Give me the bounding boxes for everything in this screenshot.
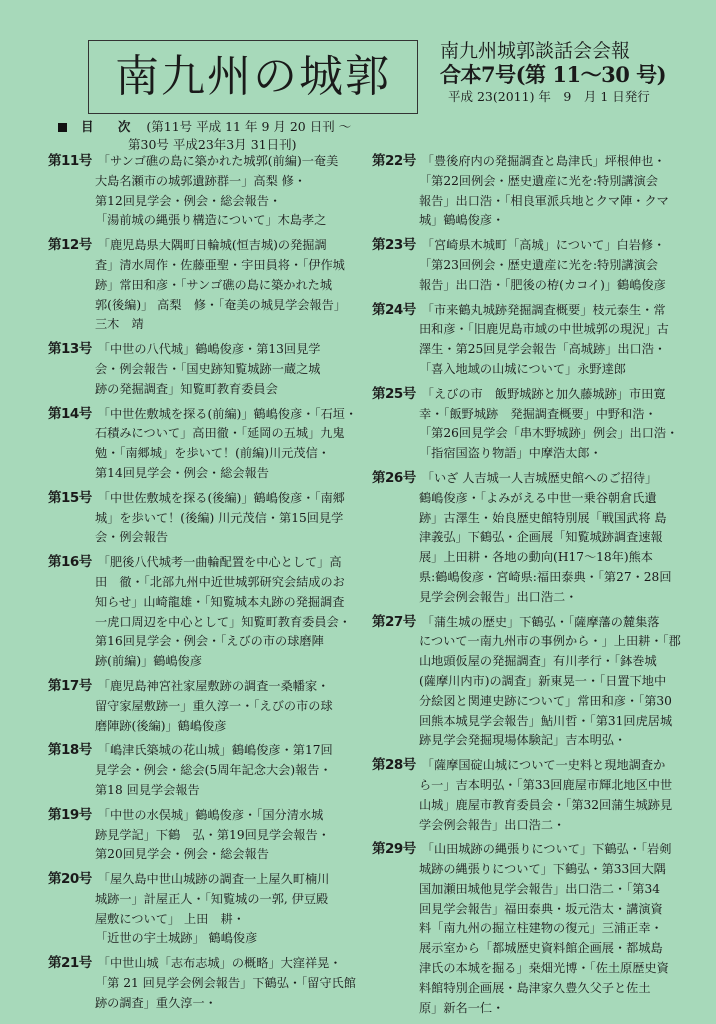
- toc-label: 目 次: [81, 119, 141, 134]
- toc-entry-line: 第28号 「薩摩国碇山城について一史料と現地調査か: [372, 757, 666, 774]
- issue-number: 第14号: [48, 405, 92, 422]
- toc-entry-line: 第20回見学会・例会・総会報告: [95, 847, 269, 862]
- publish-date: 平成 23(2011) 年 9 月 1 日発行: [448, 89, 650, 104]
- toc-entry-line: 城」鶴嶋俊彦・: [419, 213, 505, 228]
- toc-range-line1: (第11号 平成 11 年 9 月 20 日刊 ～: [146, 119, 352, 134]
- issue-number: 第29号: [372, 841, 416, 858]
- toc-entry-line: 第17号 「鹿児島神宮社家屋敷跡の調査一桑幡家・: [48, 677, 330, 694]
- toc-entry-line: 県:鶴嶋俊彦・宮崎県:福田泰典・「第27・28回: [419, 569, 672, 584]
- toc-entry-line: 第22号 「豊後府内の発掘調査と島津氏」坪根伸也・: [372, 153, 666, 169]
- issue-number: 第13号: [48, 341, 92, 358]
- toc-entry-line: 第19号 「中世の水俣城」鶴嶋俊彦・「国分清水城: [48, 806, 324, 823]
- issue-number: 第19号: [48, 806, 92, 823]
- issue-number: 第26号: [372, 469, 416, 486]
- toc-entry-line: 一虎口周辺を中心として」知覧町教育委員会・: [95, 614, 351, 629]
- title-box: [88, 40, 418, 114]
- toc-entry-line: 「喜入地域の山城について」永野達郎: [419, 361, 626, 376]
- toc-entry: [372, 840, 698, 1018]
- toc-entry-line: 第27号 「蒲生城の歴史」下鶴弘・「薩摩藩の麓集落: [372, 613, 660, 630]
- toc-entry-line: 第29号 「山田城跡の縄張りについて」下鶴弘・「岩剣: [372, 841, 672, 858]
- toc-entry-line: 見学会・例会・総会(5周年記念大会)報告・: [95, 763, 332, 778]
- toc-entry-line: 「湯前城の縄張り構造について」木島孝之: [95, 213, 327, 228]
- toc-entry-line: 跡」古澤生・始良歴史館特別展「戦国武将 島: [419, 510, 667, 525]
- toc-entry-line: 澤生・第25回見学会報告「高城跡」出口浩・: [419, 342, 667, 357]
- toc-entry-line: 第24号 「市来鶴丸城跡発掘調査概要」枝元泰生・常: [372, 301, 666, 318]
- toc-entry-line: 磨陣跡(後編)」鶴嶋俊彦: [95, 718, 227, 733]
- toc-entry-line: 「第23回例会・歴史遺産に光を:特別講演会: [419, 257, 658, 272]
- toc-entry-line: 三木 靖: [95, 317, 144, 332]
- toc-entry-line: について一南九州市の事例から・」上田耕・「郡: [419, 634, 681, 649]
- toc-entry-line: 山地頭仮屋の発掘調査」有川孝行・「鉢巻城: [419, 654, 657, 669]
- issue-number: 第11号: [48, 153, 92, 169]
- toc-range-line2: 第30号 平成23年3月 31日刊): [128, 137, 297, 152]
- toc-entry-line: 展」上田耕・各地の動向(H17～18年)熊本: [419, 550, 653, 565]
- toc-entry-line: 査」清水周作・佐藤亜聖・宇田員将・「伊作城: [95, 257, 345, 272]
- toc-entry-line: ら一」吉本明弘・「第33回鹿屋市輝北地区中世: [419, 777, 673, 792]
- issue-number: 第20号: [48, 871, 92, 888]
- toc-entry-line: 跡見学会発掘現場体験記」吉本明弘・: [419, 733, 627, 748]
- toc-entry-line: 回見学会報告」福田泰典・坂元浩太・講演資: [419, 901, 663, 916]
- toc-entry-line: 料「南九州の掘立柱建物の復元」三浦正幸・: [419, 921, 663, 936]
- toc-entry-line: 第18号 「嶋津氏築城の花山城」鶴嶋俊彦・第17回: [48, 742, 333, 759]
- toc-entry-line: 津氏の本城を掘る」桒畑光博・「佐土原歴史資: [419, 961, 669, 976]
- toc-entry-line: 「近世の宇土城跡」 鶴嶋俊彦: [95, 931, 258, 946]
- toc-entry: [48, 405, 358, 484]
- issue-number: 第12号: [48, 237, 92, 254]
- issue-number: 第28号: [372, 757, 416, 774]
- toc-entry: [48, 741, 358, 800]
- toc-entry-line: 城跡一」計屋正人・「知覧城の一郭, 伊豆殿: [95, 891, 329, 906]
- toc-entry-line: 知らせ」山崎龍雄・「知覧城本丸跡の発掘調査: [95, 594, 345, 609]
- toc-entry-line: 第12号 「鹿児島県大隅町日輪城(恒吉城)の発掘調: [48, 237, 327, 254]
- toc-entry-line: 第18 回見学会報告: [95, 782, 200, 797]
- issue-number: 第23号: [372, 237, 416, 254]
- toc-entry-line: 第14回見学会・例会・総会報告: [95, 465, 269, 480]
- toc-entry-line: 第14号 「中世佐敷城を探る(前編)」鶴嶋俊彦・「石垣・: [48, 405, 358, 422]
- issue-number: 第15号: [48, 489, 92, 506]
- toc-entry-line: 石積みについて」高田徹・「延岡の五城」九鬼: [95, 426, 345, 441]
- toc-entry-line: 「第22回例会・歴史遺産に光を:特別講演会: [419, 173, 658, 188]
- toc-entry: [48, 870, 358, 949]
- toc-entry-line: 幸・「飯野城跡 発掘調査概要」中野和浩・: [419, 406, 657, 421]
- toc-entry-line: 第21号 「中世山城「志布志城」の概略」大窪祥晃・: [48, 955, 342, 972]
- toc-entry-line: 会・例会報告: [95, 530, 169, 545]
- toc-entry: [372, 152, 698, 231]
- toc-entry-line: 跡の発掘調査」知覧町教育委員会: [95, 381, 278, 396]
- toc-entry: [372, 385, 698, 464]
- toc-entry-line: 跡の調査」重久淳一・: [95, 995, 217, 1010]
- toc-entry-line: 跡見学記」下鶴 弘・第19回見学会報告・: [95, 827, 330, 842]
- toc-entry-line: 第16回見学会・例会・「えびの市の球磨陣: [95, 634, 324, 649]
- page-title: 南九州の城郭: [115, 51, 391, 102]
- toc-entry-line: 会・例会報告・「国史跡知覧城跡一蔵之城: [95, 361, 321, 376]
- toc-right-column: [372, 152, 698, 1023]
- toc-entry-line: 報告」出口浩・「相良軍派兵地とクマ陣・クマ: [419, 193, 669, 208]
- toc-entry-line: 第23号 「宮崎県木城町「高城」について」白岩修・: [372, 237, 666, 254]
- toc-entry: [372, 469, 698, 608]
- toc-entry: [48, 553, 358, 672]
- toc-entry: [48, 677, 358, 736]
- toc-entry-line: (薩摩川内市)の調査」新東晃一・「日置下地中: [419, 673, 667, 688]
- toc-entry-line: 留守家屋敷跡一」重久淳一・「えびの市の球: [95, 698, 333, 713]
- toc-entry-line: 分絵図と関連史跡について」常田和彦・「第30: [419, 693, 672, 708]
- toc-entry-line: 第20号 「屋久島中世山城跡の調査一上屋久町楠川: [48, 871, 330, 888]
- toc-entry: [372, 301, 698, 380]
- toc-entry-line: 跡」常田和彦・「サンゴ礁の島に築かれた城: [95, 277, 333, 292]
- toc-entry-line: 「指宿国盗り物語」中摩浩太郎・: [419, 446, 602, 461]
- toc-entry-line: 第13号 「中世の八代城」鶴嶋俊彦・第13回見学: [48, 341, 321, 358]
- toc-entry-line: 城」を歩いて！(後編) 川元茂信・第15回見学: [95, 510, 344, 525]
- toc-entry-line: 郭(後編)」 高梨 修・「奄美の城見学会報告」: [95, 297, 347, 312]
- toc-entry: [48, 236, 358, 335]
- toc-entry-line: 国加瀬田城他見学会報告」出口浩二・「第34: [419, 881, 660, 896]
- issue-number: 第17号: [48, 677, 92, 694]
- toc-entry-line: 田 徹・「北部九州中近世城郭研究会結成のお: [95, 574, 345, 589]
- toc-entry: [48, 152, 358, 231]
- toc-entry-line: 料館特別企画展・島津家久豊久父子と佐土: [419, 980, 651, 995]
- issue-number: 第16号: [48, 554, 92, 571]
- toc-entry-line: 鶴嶋俊彦・「よみがえる中世一乗谷朝倉氏遺: [419, 490, 657, 505]
- issue-number: 第22号: [372, 153, 416, 169]
- square-bullet-icon: [58, 123, 67, 132]
- publisher-name: 南九州城郭談話会会報: [440, 40, 631, 62]
- toc-entry-line: 勉・「南郷城」を歩いて！(前編)川元茂信・: [95, 446, 330, 461]
- toc-entry-line: 第11号 「サンゴ礁の島に築かれた城郭(前編)一奄美: [48, 153, 339, 169]
- toc-entry-line: 城跡の縄張りについて」下鶴弘・第33回大隅: [419, 862, 666, 877]
- issue-number: 第24号: [372, 301, 416, 318]
- toc-entry-line: 山城」鹿屋市教育委員会・「第32回蒲生城跡見: [419, 797, 673, 812]
- toc-entry-line: 「第26回見学会「串木野城跡」例会」出口浩・: [419, 426, 679, 441]
- toc-entry-line: 展示室から「都城歴史資料館企画展・都城島: [419, 941, 663, 956]
- toc-entry-line: 「第 21 回見学会例会報告」下鶴弘・「留守氏館: [95, 976, 356, 991]
- toc-entry-line: 第16号 「肥後八代城考一曲輪配置を中心として」高: [48, 554, 342, 571]
- toc-entry-line: 田和彦・「旧鹿児島市域の中世城郭の現況」古: [419, 322, 669, 337]
- toc-entry: [48, 340, 358, 399]
- toc-entry: [372, 756, 698, 835]
- toc-entry-line: 屋敷について」 上田 耕・: [95, 911, 245, 926]
- toc-entry: [48, 954, 358, 1013]
- toc-heading: [58, 118, 378, 154]
- toc-entry-line: 原」新名一仁・: [419, 1000, 505, 1015]
- toc-entry-line: 第12回見学会・例会・総会報告・: [95, 193, 282, 208]
- toc-entry-line: 跡(前編)」鶴嶋俊彦: [95, 654, 203, 669]
- toc-entry-line: 第25号 「えびの市 飯野城跡と加久藤城跡」市田寛: [372, 385, 666, 402]
- toc-left-column: [48, 152, 358, 1019]
- toc-entry-line: 回熊本城見学会報告」鮎川哲・「第31回虎居城: [419, 713, 673, 728]
- toc-entry: [372, 613, 698, 752]
- toc-entry-line: 見学会例会報告」出口浩二・: [419, 589, 578, 604]
- toc-entry: [48, 806, 358, 865]
- issue-number: 第18号: [48, 742, 92, 759]
- toc-entry-line: 報告」出口浩・「肥後の栫(カコイ)」鶴嶋俊彦: [419, 277, 666, 292]
- issue-number: 第27号: [372, 613, 416, 630]
- toc-entry-line: 津義弘」下鶴弘・企画展「知覧城跡調査速報: [419, 530, 663, 545]
- toc-entry-line: 第15号 「中世佐敷城を探る(後編)」鶴嶋俊彦・「南郷: [48, 489, 345, 506]
- volume-number: 合本7号(第 11～30 号): [440, 62, 667, 87]
- toc-entry-line: 学会例会報告」出口浩二・: [419, 817, 566, 832]
- publication-info: [440, 40, 710, 106]
- toc-entry-line: 第26号 「いざ 人吉城一人吉城歴史館へのご招待」: [372, 469, 658, 486]
- toc-entry-line: 大島名瀬市の城郭遺跡群一」高梨 修・: [95, 173, 307, 188]
- issue-number: 第21号: [48, 955, 92, 972]
- toc-entry: [372, 236, 698, 295]
- issue-number: 第25号: [372, 385, 416, 402]
- toc-entry: [48, 489, 358, 548]
